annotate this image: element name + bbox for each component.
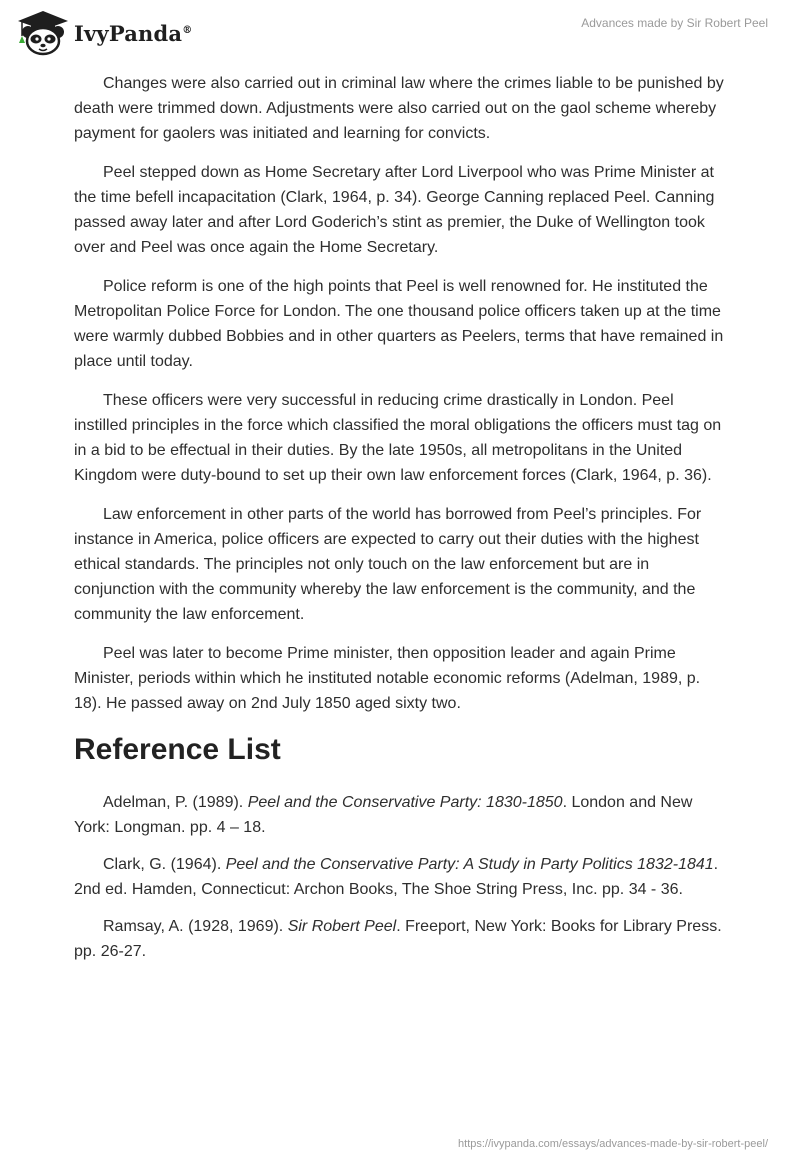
registered-mark: ® [182,24,193,36]
paragraph: Peel was later to become Prime minister, then opposition leader and again Prime Minister, periods within which he instituted notable economic reforms (Adelman, 1989, p. 18). He passed away on 2nd July 1850 aged sixty two. [74,645,701,712]
paragraph: Changes were also carried out in criminal law where the crimes liable to be punished by death were trimmed down. Adjustments were also carried out on the gaol scheme whereby payment for gaolers was initiated and learning for convicts. [74,75,724,142]
reference-author-year: Ramsay, A. (1928, 1969). [103,918,288,935]
reference-item [74,914,730,964]
reference-title: Sir Robert Peel [287,918,397,935]
reference-list-heading: Reference List [74,733,281,766]
document-title: Advances made by Sir Robert Peel [581,16,768,30]
paragraph: These officers were very successful in reducing crime drastically in London. Peel instilled principles in the force which classified the moral obligations the officers must tag on in a bid to be effectual in their duties. By the late 1950s, all metropolitans in the United Kingdom were duty-bound to set up their own law enforcement forces (Clark, 1964, p. 36). [74,392,722,484]
paragraph: Police reform is one of the high points that Peel is well renowned for. He instituted the Metropolitan Police Force for London. The one thousand police officers taken up at the time were warmly dubbed Bobbies and in other quarters as Peelers, terms that have remained in place until today. [74,278,724,370]
reference-title: Peel and the Conservative Party: 1830-1850 [247,794,563,811]
reference-details: . 2nd ed. Hamden, Connecticut: Archon Books, The Shoe String Press, Inc. pp. 34 - 36. [74,856,719,898]
brand-name: IvyPanda® [74,20,193,46]
ivypanda-logo[interactable] [16,10,192,56]
paragraph: Peel stepped down as Home Secretary after Lord Liverpool who was Prime Minister at the time befell incapacitation (Clark, 1964, p. 34). George Canning replaced Peel. Canning passed away later and after Lord Goderich’s stint as premier, the Duke of Wellington took over and Peel was once again the Home Secretary. [74,164,715,256]
reference-item [74,790,730,840]
paragraph: Law enforcement in other parts of the world has borrowed from Peel’s principles. For instance in America, police officers are expected to carry out their duties with the highest ethical standards. The principles not only touch on the law enforcement but are in conjunction with the community whereby the law enforcement is the community, and the community the law enforcement. [74,506,702,623]
reference-item [74,852,730,902]
source-url-link[interactable]: https://ivypanda.com/essays/advances-made-by-sir-robert-peel/ [458,1138,768,1150]
page-header [0,0,800,64]
reference-author-year: Clark, G. (1964). [103,856,226,873]
essay-body [74,71,730,976]
reference-author-year: Adelman, P. (1989). [103,794,248,811]
reference-title: Peel and the Conservative Party: A Study in Party Politics 1832-1841 [225,856,714,873]
reference-details: . Freeport, New York: Books for Library Press. pp. 26-27. [74,918,722,960]
reference-details: . London and New York: Longman. pp. 4 – 18. [74,794,693,836]
panda-graduate-icon [16,10,70,56]
